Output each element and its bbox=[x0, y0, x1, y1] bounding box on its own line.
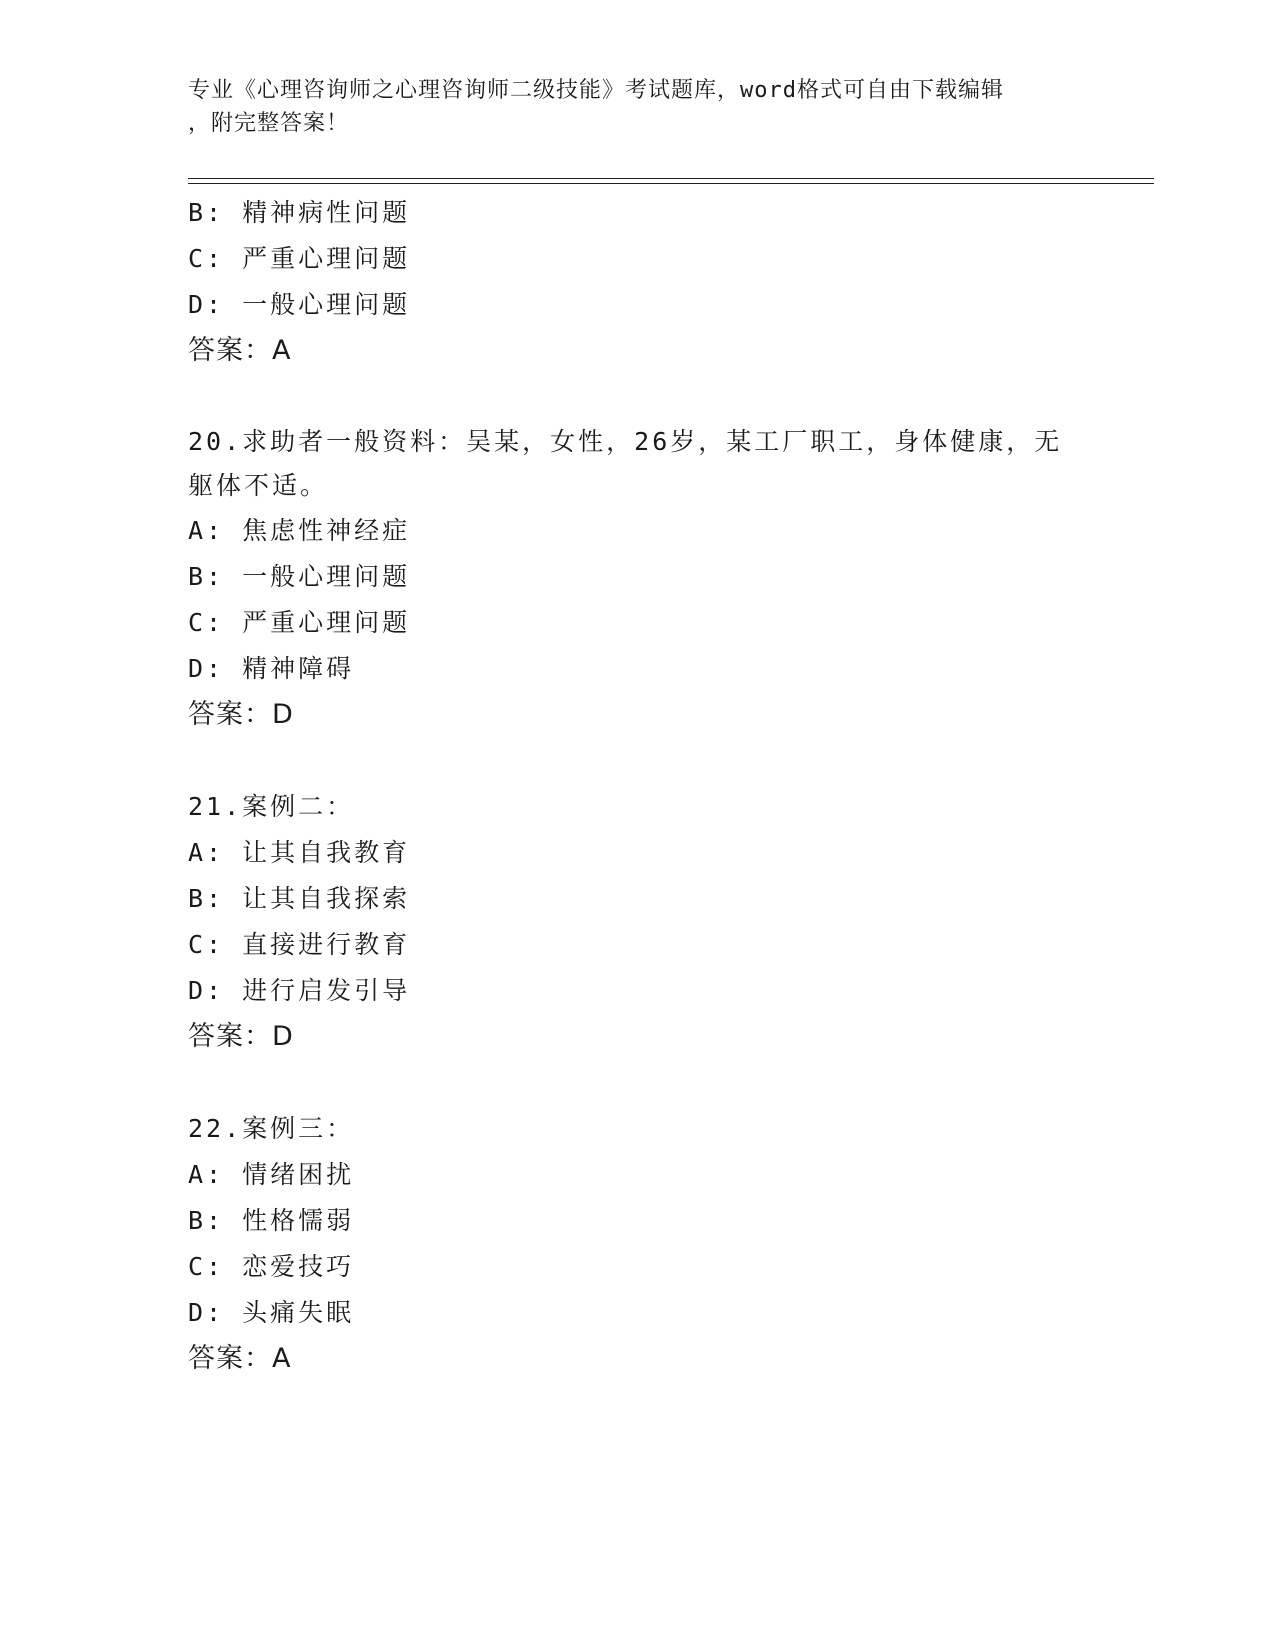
option-d: D: 一般心理问题 bbox=[188, 290, 411, 319]
option-a: A: 让其自我教育 bbox=[188, 838, 411, 867]
question-stem bbox=[188, 420, 1088, 508]
answer-line: 答案：A bbox=[188, 1343, 292, 1374]
document-header bbox=[188, 74, 1088, 140]
header-title-line: 专业《心理咨询师之心理咨询师二级技能》考试题库，word格式可自由下载编辑 bbox=[188, 78, 1004, 103]
question-list bbox=[188, 190, 1088, 1382]
option-c: C: 直接进行教育 bbox=[188, 930, 411, 959]
option-c: C: 恋爱技巧 bbox=[188, 1252, 355, 1281]
question-block bbox=[188, 1106, 1088, 1382]
question-stem-line: 20.求助者一般资料：吴某，女性，26岁，某工厂职工，身体健康，无 bbox=[188, 427, 1063, 456]
header-divider-top bbox=[188, 178, 1154, 179]
answer-line: 答案：A bbox=[188, 335, 292, 366]
option-c: C: 严重心理问题 bbox=[188, 244, 411, 273]
question-block bbox=[188, 784, 1088, 1060]
option-c: C: 严重心理问题 bbox=[188, 608, 411, 637]
question-stem-line: 躯体不适。 bbox=[188, 471, 329, 500]
option-d: D: 头痛失眠 bbox=[188, 1298, 355, 1327]
option-d: D: 精神障碍 bbox=[188, 654, 355, 683]
answer-line: 答案：D bbox=[188, 1021, 294, 1052]
question-spacer bbox=[188, 374, 1088, 420]
answer-line: 答案：D bbox=[188, 699, 294, 730]
option-d: D: 进行启发引导 bbox=[188, 976, 411, 1005]
question-block bbox=[188, 190, 1088, 374]
header-subtitle-line: ，附完整答案！ bbox=[188, 111, 350, 136]
question-stem: 22.案例三： bbox=[188, 1114, 355, 1143]
question-spacer bbox=[188, 738, 1088, 784]
header-divider-bottom bbox=[188, 183, 1154, 184]
option-b: B: 一般心理问题 bbox=[188, 562, 411, 591]
question-block bbox=[188, 420, 1088, 738]
option-b: B: 精神病性问题 bbox=[188, 198, 411, 227]
option-a: A: 焦虑性神经症 bbox=[188, 516, 411, 545]
question-spacer bbox=[188, 1060, 1088, 1106]
option-b: B: 让其自我探索 bbox=[188, 884, 411, 913]
question-stem: 21.案例二： bbox=[188, 792, 355, 821]
option-b: B: 性格懦弱 bbox=[188, 1206, 355, 1235]
option-a: A: 情绪困扰 bbox=[188, 1160, 355, 1189]
